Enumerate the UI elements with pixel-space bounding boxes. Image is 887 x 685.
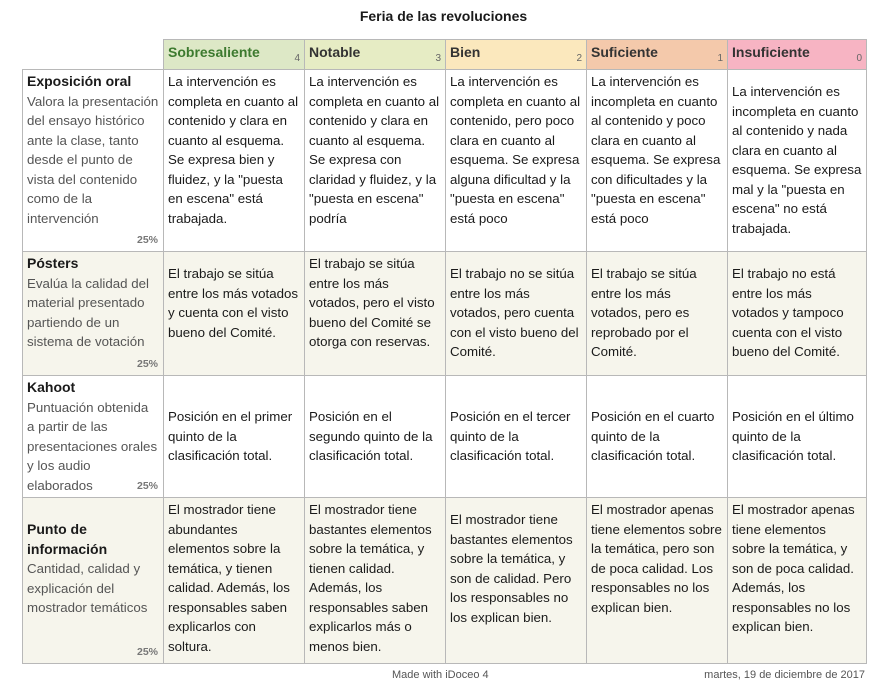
level-header-notable xyxy=(305,40,446,70)
level-score: 1 xyxy=(717,52,723,64)
descriptor-cell[interactable]: La intervención es completa en cuanto al contenido y clara en cuanto al esquema. Se expresa bien y fluidez, y la "puesta en escena" está trabajada. xyxy=(164,70,305,252)
descriptor-cell[interactable]: Posición en el segundo quinto de la clasificación total. xyxy=(305,376,446,498)
level-label: Sobresaliente xyxy=(168,44,260,60)
criterion-name: Kahoot xyxy=(27,379,76,395)
criterion-row-punto-informacion xyxy=(23,498,867,664)
descriptor-cell[interactable]: Posición en el cuarto quinto de la clasificación total. xyxy=(587,376,728,498)
level-header-sobresaliente xyxy=(164,40,305,70)
header-corner xyxy=(23,40,164,70)
descriptor-cell[interactable]: El mostrador tiene bastantes elementos sobre la temática, y son de calidad. Pero los responsables no los explican bien. xyxy=(446,498,587,664)
descriptor-cell[interactable]: La intervención es completa en cuanto al contenido, pero poco clara en cuanto al esquema. Se expresa alguna dificultad y la "puesta en escena" está poco xyxy=(446,70,587,252)
criterion-weight: 25% xyxy=(136,479,158,492)
criterion-description: Evalúa la calidad del material presentado partiendo de un sistema de votación xyxy=(27,275,149,349)
level-header-bien xyxy=(446,40,587,70)
descriptor-cell[interactable]: El trabajo se sitúa entre los más votados, pero el visto bueno del Comité se otorga con reservas. xyxy=(305,252,446,376)
descriptor-cell[interactable]: El trabajo no está entre los más votados y tampoco cuenta con el visto bueno del Comité. xyxy=(728,252,867,376)
criterion-row-posters xyxy=(23,252,867,376)
level-label: Bien xyxy=(450,44,481,60)
level-label: Suficiente xyxy=(591,44,658,60)
level-header-suficiente xyxy=(587,40,728,70)
level-score: 3 xyxy=(435,52,441,64)
made-with-label: Made with iDoceo 4 xyxy=(392,669,489,681)
level-header-insuficiente xyxy=(728,40,867,70)
criterion-cell xyxy=(23,252,164,376)
level-label: Insuficiente xyxy=(732,44,810,60)
criterion-row-kahoot xyxy=(23,376,867,498)
level-score: 0 xyxy=(856,52,862,64)
levels-header-row xyxy=(23,40,867,70)
descriptor-cell[interactable]: Posición en el último quinto de la clasificación total. xyxy=(728,376,867,498)
level-score: 2 xyxy=(576,52,582,64)
criterion-row-exposicion-oral xyxy=(23,70,867,252)
criterion-name: Pósters xyxy=(27,255,79,271)
descriptor-cell[interactable]: El mostrador apenas tiene elementos sobre la temática, pero son de poca calidad. Los responsables no los explican bien. xyxy=(587,498,728,664)
rubric-title: Feria de las revoluciones xyxy=(359,8,528,24)
level-label: Notable xyxy=(309,44,361,60)
descriptor-cell[interactable]: El mostrador tiene bastantes elementos sobre la temática, y tienen calidad. Además, los responsables saben explicarlos más o menos bien. xyxy=(305,498,446,664)
criterion-name: Exposición oral xyxy=(27,73,132,89)
criterion-description: Valora la presentación del ensayo histórico ante la clase, tanto desde el punto de vista del contenido como de la intervención xyxy=(27,93,159,226)
criterion-weight: 25% xyxy=(136,357,158,370)
descriptor-cell[interactable]: Posición en el tercer quinto de la clasificación total. xyxy=(446,376,587,498)
criterion-description: Cantidad, calidad y explicación del mostrador temáticos xyxy=(27,561,148,615)
rubric-table xyxy=(22,39,867,664)
criterion-cell xyxy=(23,70,164,252)
criterion-name: Punto de información xyxy=(27,521,108,557)
descriptor-cell[interactable]: La intervención es incompleta en cuanto al contenido y poco clara en cuanto al esquema. Se expresa con dificultades y la "puesta en escena" está poco xyxy=(587,70,728,252)
descriptor-cell[interactable]: La intervención es completa en cuanto al contenido y clara en cuanto al esquema. Se expresa con claridad y fluidez, y la "puesta en escena" podría xyxy=(305,70,446,252)
descriptor-cell[interactable]: El trabajo se sitúa entre los más votados, pero es reprobado por el Comité. xyxy=(587,252,728,376)
descriptor-cell[interactable]: El mostrador apenas tiene elementos sobre la temática, y son de poca calidad. Además, los responsables no los explican bien. xyxy=(728,498,867,664)
level-score: 4 xyxy=(294,52,300,64)
descriptor-cell[interactable]: Posición en el primer quinto de la clasificación total. xyxy=(164,376,305,498)
criterion-weight: 25% xyxy=(136,645,158,658)
print-date: martes, 19 de diciembre de 2017 xyxy=(704,669,865,681)
criterion-weight: 25% xyxy=(136,233,158,246)
criterion-cell xyxy=(23,498,164,664)
criterion-description: Puntuación obtenida a partir de las presentaciones orales y los audio elaborados xyxy=(27,399,158,493)
descriptor-cell[interactable]: La intervención es incompleta en cuanto al contenido y nada clara en cuanto al esquema. Se expresa mal y la "puesta en escena" no está trabajada. xyxy=(728,70,867,252)
criterion-cell xyxy=(23,376,164,498)
descriptor-cell[interactable]: El trabajo no se sitúa entre los más votados, pero cuenta con el visto bueno del Comité. xyxy=(446,252,587,376)
descriptor-cell[interactable]: El trabajo se sitúa entre los más votados y cuenta con el visto bueno del Comité. xyxy=(164,252,305,376)
descriptor-cell[interactable]: El mostrador tiene abundantes elementos sobre la temática, y tienen calidad. Además, los responsables saben explicarlos con soltura. xyxy=(164,498,305,664)
